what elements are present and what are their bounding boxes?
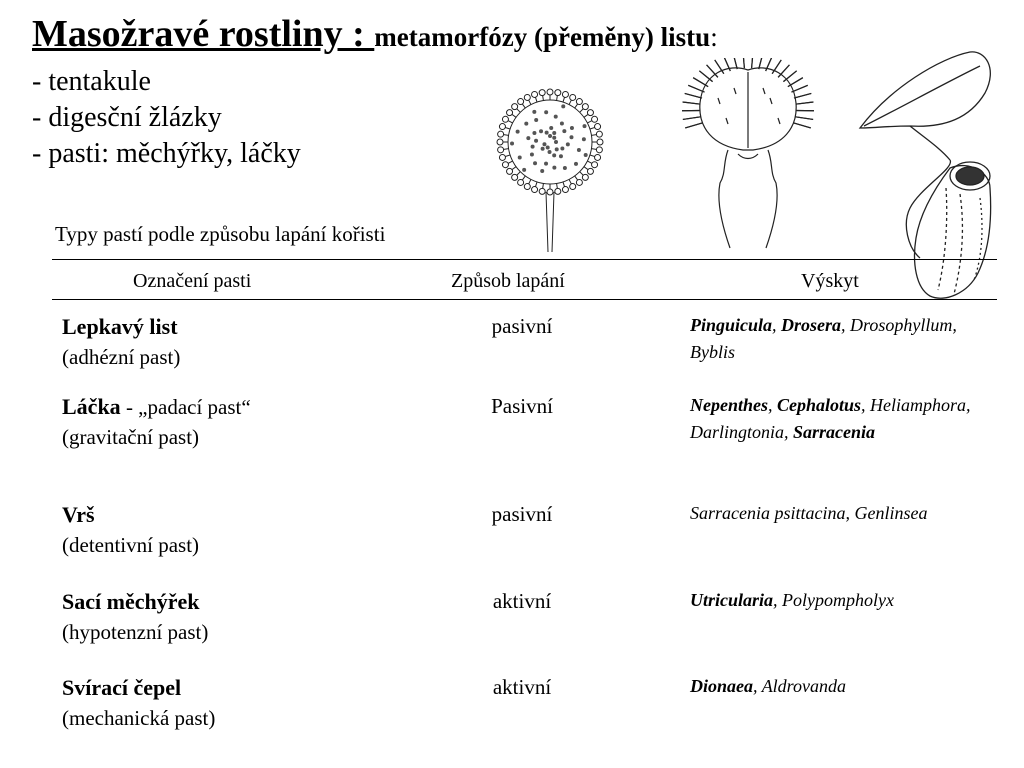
trap-detail: (detentivní past) bbox=[62, 533, 200, 557]
capture-mode-cell: aktivní bbox=[492, 589, 552, 613]
table-caption: Typy pastí podle způsobu lapání kořisti bbox=[55, 222, 386, 246]
trap-name: Láčka bbox=[62, 394, 121, 419]
table-header-rule bbox=[52, 299, 997, 300]
capture-mode-cell: pasivní bbox=[491, 314, 553, 338]
occurrence-cell bbox=[690, 587, 990, 614]
occurrence-cell bbox=[690, 673, 990, 700]
trap-name-cell bbox=[62, 392, 362, 452]
trap-name: Sací měchýřek bbox=[62, 589, 200, 614]
trap-name-cell bbox=[62, 500, 362, 560]
genus-name: Dionaea bbox=[690, 676, 753, 696]
nepenthes-pitcher-illustration bbox=[850, 48, 1000, 308]
genus-name: , bbox=[952, 315, 957, 335]
genus-name: Darlingtonia bbox=[690, 422, 785, 442]
bullet-list bbox=[32, 64, 301, 172]
genus-name: Utricularia bbox=[690, 590, 774, 610]
occurrence-cell bbox=[690, 392, 990, 446]
genus-name: Drosophyllum bbox=[850, 315, 953, 335]
genus-name: Polypompholyx bbox=[782, 590, 894, 610]
trap-detail: (mechanická past) bbox=[62, 706, 216, 730]
bullet-item: - digesční žlázky bbox=[32, 102, 222, 133]
bullet-item: - pasti: měchýřky, láčky bbox=[32, 138, 301, 169]
trap-name-cell bbox=[62, 312, 362, 372]
genus-name: , bbox=[841, 315, 851, 335]
trap-detail: (hypotenzní past) bbox=[62, 620, 209, 644]
trap-name-cell bbox=[62, 587, 362, 647]
dionaea-trap-illustration bbox=[668, 58, 828, 253]
drosera-leaf-illustration bbox=[480, 80, 630, 255]
trap-name-suffix: - „padací past“ bbox=[120, 395, 251, 419]
trap-name-cell bbox=[62, 673, 362, 733]
bullet-item: - tentakule bbox=[32, 66, 151, 97]
genus-name: Heliamphora bbox=[870, 395, 967, 415]
capture-mode-cell: aktivní bbox=[492, 675, 552, 699]
genus-name: , bbox=[845, 503, 855, 523]
genus-name: Sarracenia psittacina bbox=[690, 503, 846, 523]
capture-mode-cell: Pasivní bbox=[491, 394, 553, 418]
trap-name: Vrš bbox=[62, 502, 95, 527]
slide-title bbox=[32, 12, 718, 56]
header-trap-name: Označení pasti bbox=[133, 270, 252, 292]
genus-name: Sarracenia bbox=[793, 422, 876, 442]
genus-name: , bbox=[768, 395, 777, 415]
trap-detail: (adhézní past) bbox=[62, 345, 181, 369]
genus-name: Byblis bbox=[690, 342, 735, 362]
genus-name: , bbox=[772, 315, 782, 335]
trap-name: Svírací čepel bbox=[62, 675, 182, 700]
genus-name: Genlinsea bbox=[854, 503, 928, 523]
genus-name: , bbox=[753, 676, 762, 696]
genus-name: , bbox=[784, 422, 794, 442]
header-capture-mode: Způsob lapání bbox=[451, 270, 565, 292]
title-main: Masožravé rostliny : bbox=[32, 13, 375, 55]
title-subtitle: metamorfózy (přeměny) listu bbox=[374, 22, 711, 52]
genus-name: Cephalotus bbox=[777, 395, 862, 415]
genus-name: Aldrovanda bbox=[761, 676, 847, 696]
title-colon: : bbox=[710, 22, 718, 52]
genus-name: , bbox=[773, 590, 783, 610]
header-occurrence: Výskyt bbox=[801, 270, 859, 292]
trap-detail: (gravitační past) bbox=[62, 425, 200, 449]
capture-mode-cell: pasivní bbox=[491, 502, 553, 526]
occurrence-cell bbox=[690, 312, 990, 366]
genus-name: , bbox=[966, 395, 971, 415]
genus-name: Nepenthes bbox=[690, 395, 768, 415]
genus-name: Drosera bbox=[781, 315, 842, 335]
occurrence-cell bbox=[690, 500, 990, 527]
trap-name: Lepkavý list bbox=[62, 314, 178, 339]
genus-name: , bbox=[861, 395, 871, 415]
genus-name: Pinguicula bbox=[690, 315, 773, 335]
table-top-rule bbox=[52, 259, 997, 260]
